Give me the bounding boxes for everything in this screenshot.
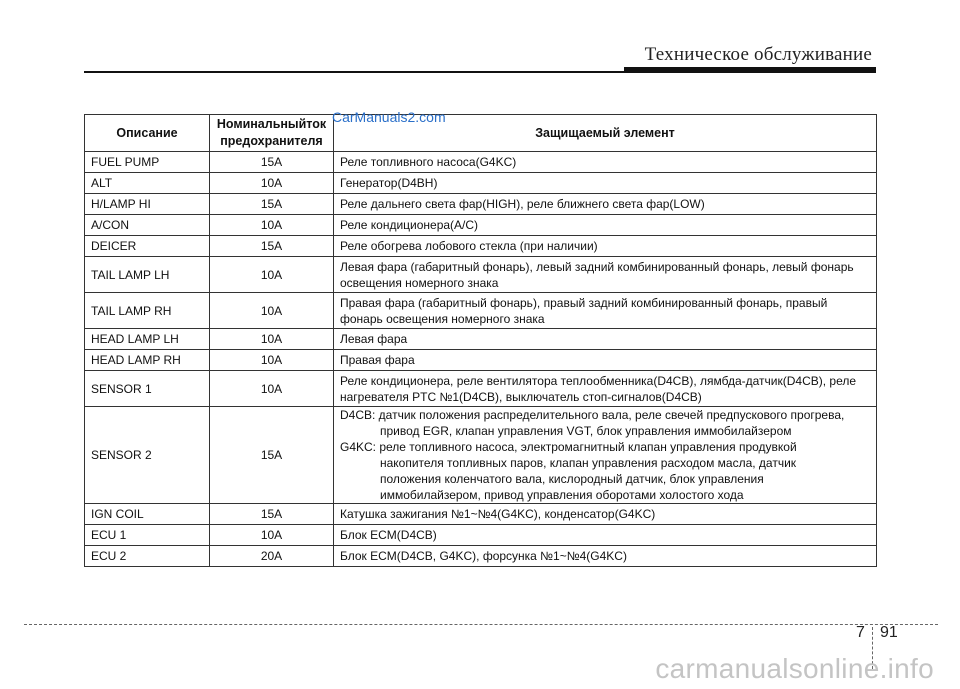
footer-divider xyxy=(24,624,938,625)
fuse-component: Реле кондиционера(A/C) xyxy=(334,215,877,236)
fuse-component: Блок ECM(D4CB) xyxy=(334,525,877,546)
fuse-rating: 10A xyxy=(210,525,334,546)
fuse-component: Блок ECM(D4CB, G4KC), форсунка №1~№4(G4KC) xyxy=(334,546,877,567)
table-row xyxy=(85,152,877,173)
table-row xyxy=(85,504,877,525)
fuse-name: ECU 2 xyxy=(85,546,210,567)
fuse-component xyxy=(334,407,877,504)
fuse-component: Левая фара (габаритный фонарь), левый задний комбинированный фонарь, левый фонарь освещения номерного знака xyxy=(334,257,877,293)
component-line: G4KC: реле топливного насоса, электромагнитный клапан управления продувкой xyxy=(340,440,797,454)
fuse-rating: 15A xyxy=(210,194,334,215)
fuse-rating: 15A xyxy=(210,152,334,173)
fuse-component: Катушка зажигания №1~№4(G4KC), конденсатор(G4KC) xyxy=(334,504,877,525)
fuse-rating: 10A xyxy=(210,371,334,407)
fuse-component: Правая фара xyxy=(334,350,877,371)
table-row xyxy=(85,215,877,236)
table-row xyxy=(85,236,877,257)
table-row xyxy=(85,350,877,371)
fuse-rating: 10A xyxy=(210,173,334,194)
table-row xyxy=(85,329,877,350)
watermark-footer[interactable]: carmanualsonline.info xyxy=(655,653,934,684)
fuse-rating: 10A xyxy=(210,350,334,371)
fuse-rating: 20A xyxy=(210,546,334,567)
watermark-link[interactable]: CarManuals2.com xyxy=(332,109,446,125)
column-header-rating: Номинальныйток предохранителя xyxy=(210,115,334,152)
table-row xyxy=(85,371,877,407)
fuse-name: H/LAMP HI xyxy=(85,194,210,215)
table-row xyxy=(85,194,877,215)
table-row-sensor2 xyxy=(85,407,877,504)
fuse-name: HEAD LAMP LH xyxy=(85,329,210,350)
table-row xyxy=(85,293,877,329)
header-rule xyxy=(84,71,624,73)
page-number: 91 xyxy=(880,624,898,641)
component-line: накопителя топливных паров, клапан управления расходом масла, датчик xyxy=(380,456,797,470)
component-line: D4CB: датчик положения распределительного вала, реле свечей предпускового прогрева, xyxy=(340,408,845,422)
fuse-name: ALT xyxy=(85,173,210,194)
header-rule-accent xyxy=(624,67,876,73)
component-line: положения коленчатого вала, кислородный датчик, блок управления xyxy=(380,472,764,486)
table-header-row xyxy=(85,115,877,152)
column-header-description: Описание xyxy=(85,115,210,152)
component-line: привод EGR, клапан управления VGT, блок управления иммобилайзером xyxy=(380,424,792,438)
fuse-name: TAIL LAMP RH xyxy=(85,293,210,329)
fuse-rating: 15A xyxy=(210,504,334,525)
fuse-name: A/CON xyxy=(85,215,210,236)
table-row xyxy=(85,525,877,546)
fuse-name: DEICER xyxy=(85,236,210,257)
fuse-rating: 15A xyxy=(210,407,334,504)
fuse-component: Реле обогрева лобового стекла (при наличии) xyxy=(334,236,877,257)
fuse-component: Реле топливного насоса(G4KC) xyxy=(334,152,877,173)
fuse-rating: 10A xyxy=(210,257,334,293)
chapter-number: 7 xyxy=(856,624,865,641)
fuse-name: TAIL LAMP LH xyxy=(85,257,210,293)
table-row xyxy=(85,257,877,293)
fuse-component: Реле кондиционера, реле вентилятора теплообменника(D4CB), лямбда-датчик(D4CB), реле нагревателя PTC №1(D4CB), выключатель стоп-сигналов(D4CB) xyxy=(334,371,877,407)
fuse-component: Правая фара (габаритный фонарь), правый задний комбинированный фонарь, правый фонарь освещения номерного знака xyxy=(334,293,877,329)
fuse-name: HEAD LAMP RH xyxy=(85,350,210,371)
fuse-name: IGN COIL xyxy=(85,504,210,525)
table-row xyxy=(85,546,877,567)
fuse-component: Генератор(D4BH) xyxy=(334,173,877,194)
fuse-name: SENSOR 2 xyxy=(85,407,210,504)
fuse-rating: 10A xyxy=(210,329,334,350)
table-row xyxy=(85,173,877,194)
fuse-rating: 10A xyxy=(210,215,334,236)
column-header-protected-component: Защищаемый элемент xyxy=(334,115,877,152)
fuse-name: ECU 1 xyxy=(85,525,210,546)
fuse-rating: 15A xyxy=(210,236,334,257)
component-line: иммобилайзером, привод управления оборотами холостого хода xyxy=(380,488,744,502)
page-header-title: Техническое обслуживание xyxy=(644,44,872,65)
fuse-name: FUEL PUMP xyxy=(85,152,210,173)
fuse-table xyxy=(84,114,877,567)
fuse-rating: 10A xyxy=(210,293,334,329)
fuse-component: Реле дальнего света фар(HIGH), реле ближнего света фар(LOW) xyxy=(334,194,877,215)
fuse-component: Левая фара xyxy=(334,329,877,350)
fuse-name: SENSOR 1 xyxy=(85,371,210,407)
